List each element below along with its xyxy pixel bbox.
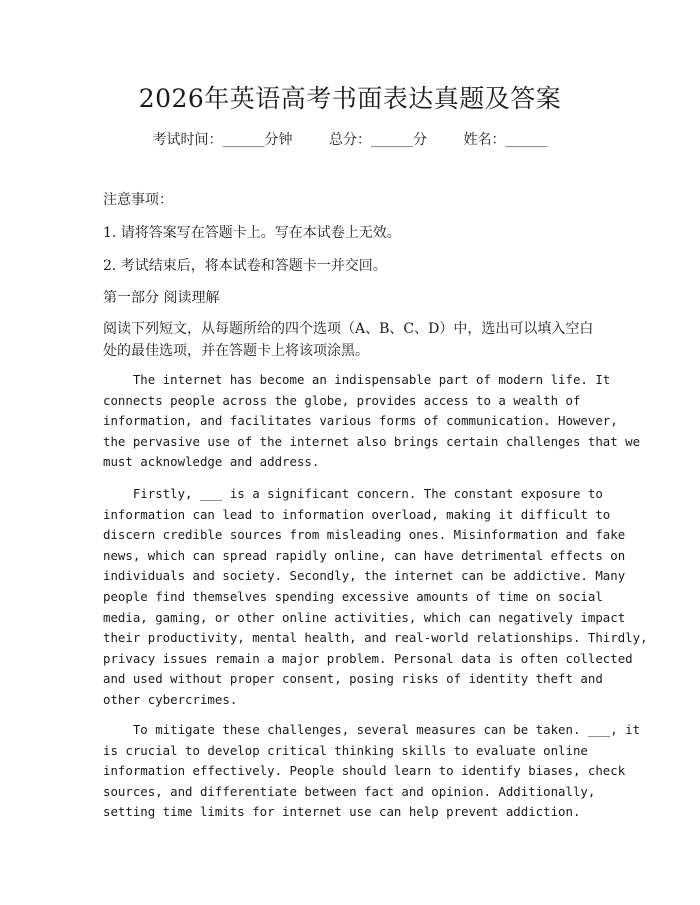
exam-score-field: 总分：______分 <box>329 132 427 148</box>
passage-paragraph-2 <box>103 484 648 711</box>
section-instruction <box>103 318 603 362</box>
passage-line: their productivity, mental health, and real-world relationships. Thirdly, <box>103 630 648 646</box>
passage-line: Firstly, ___ is a significant concern. The constant exposure to <box>103 486 603 501</box>
instruction-line: 处的最佳选项，并在答题卡上将该项涂黑。 <box>103 343 369 359</box>
passage-line: connects people across the globe, provides access to a wealth of <box>103 392 581 408</box>
passage-paragraph-3 <box>103 720 641 823</box>
page-title: 2026年英语高考书面表达真题及答案 <box>138 84 562 113</box>
passage-line: must acknowledge and address. <box>103 454 320 470</box>
passage-line: and used without proper consent, posing risks of identity theft and <box>103 671 603 687</box>
passage-line: news, which can spread rapidly online, can have detrimental effects on <box>103 547 626 563</box>
exam-time-field: 考试时间：______分钟 <box>152 132 293 148</box>
passage-line: is crucial to develop critical thinking skills to evaluate online <box>103 742 588 758</box>
passage-line: information, and facilitates various forms of communication. However, <box>103 413 618 429</box>
passage-line: individuals and society. Secondly, the internet can be addictive. Many <box>103 568 626 584</box>
passage-line: sources, and differentiate between fact and opinion. Additionally, <box>103 783 596 799</box>
exam-name-field: 姓名：______ <box>463 132 548 148</box>
passage-line: other cybercrimes. <box>103 691 238 707</box>
notice-item-2: 2. 考试结束后，将本试卷和答题卡一并交回。 <box>103 258 387 274</box>
passage-line: discern credible sources from misleading ones. Misinformation and fake <box>103 527 626 543</box>
passage-line: the pervasive use of the internet also brings certain challenges that we <box>103 433 641 449</box>
exam-meta <box>0 130 700 150</box>
passage-line: setting time limits for internet use can help prevent addiction. <box>103 804 581 820</box>
passage-line: The internet has become an indispensable part of modern life. It <box>103 372 611 387</box>
passage-paragraph-1 <box>103 370 641 473</box>
notice-item-1: 1. 请将答案写在答题卡上。写在本试卷上无效。 <box>103 225 401 241</box>
passage-line: information can lead to information overload, making it difficult to <box>103 506 611 522</box>
passage-line: information effectively. People should learn to identify biases, check <box>103 763 626 779</box>
passage-line: To mitigate these challenges, several measures can be taken. ___, it <box>103 722 641 737</box>
instruction-line: 阅读下列短文，从每题所给的四个选项（A、B、C、D）中，选出可以填入空白 <box>103 321 594 337</box>
passage-line: media, gaming, or other online activities, which can negatively impact <box>103 609 626 625</box>
section-title: 第一部分 阅读理解 <box>103 290 220 306</box>
passage-line: people find themselves spending excessive amounts of time on social <box>103 588 603 604</box>
passage-line: privacy issues remain a major problem. Personal data is often collected <box>103 650 633 666</box>
notice-heading: 注意事项： <box>103 192 173 208</box>
